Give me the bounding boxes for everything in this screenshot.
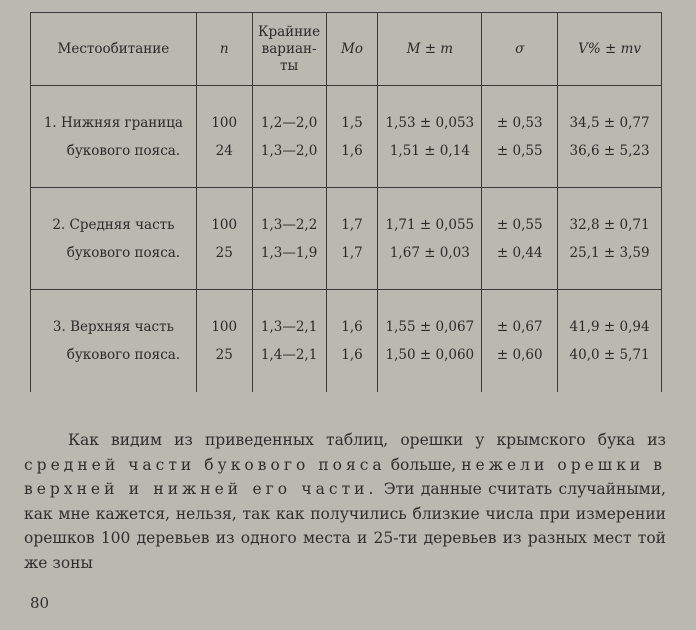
sigma-cell: ± 0,67 ± 0,60 — [482, 290, 558, 393]
page-number: 80 — [30, 594, 50, 612]
place-cell: 1. Нижняя граница букового пояса. — [31, 86, 197, 188]
mo-cell: 1,7 1,7 — [326, 188, 378, 290]
table-row — [31, 290, 662, 393]
header-mean: M ± m — [378, 13, 482, 86]
header-mo: Mo — [326, 13, 378, 86]
mean-cell: 1,53 ± 0,053 1,51 ± 0,14 — [378, 86, 482, 188]
cv-cell: 34,5 ± 0,77 36,6 ± 5,23 — [558, 86, 662, 188]
place-cell: 2. Средняя часть букового пояса. — [31, 188, 197, 290]
mean-cell: 1,71 ± 0,055 1,67 ± 0,03 — [378, 188, 482, 290]
mo-cell: 1,6 1,6 — [326, 290, 378, 393]
variants-cell: 1,2—2,0 1,3—2,0 — [252, 86, 326, 188]
header-cv: V% ± mv — [558, 13, 662, 86]
header-variants: Крайние вариан- ты — [252, 13, 326, 86]
body-paragraph: Как видим из приведенных таблиц, орешки у крымского бука из средней части букового пояса больше, нежели орешки в верхней и нижней его части. Эти данные считать случайными, как мне кажется, нельзя, так как получились близкие числа при измерении орешков 100 деревьев из одного места и 25-ти деревьев из разных мест той же зоны — [24, 431, 666, 572]
cv-cell: 32,8 ± 0,71 25,1 ± 3,59 — [558, 188, 662, 290]
sigma-cell: ± 0,53 ± 0,55 — [482, 86, 558, 188]
variants-cell: 1,3—2,2 1,3—1,9 — [252, 188, 326, 290]
n-cell: 100 25 — [196, 188, 252, 290]
header-place: Местообитание — [31, 13, 197, 86]
place-cell: 3. Верхняя часть букового пояса. — [31, 290, 197, 393]
measurement-table — [30, 12, 662, 392]
variants-cell: 1,3—2,1 1,4—2,1 — [252, 290, 326, 393]
mean-cell: 1,55 ± 0,067 1,50 ± 0,060 — [378, 290, 482, 393]
n-cell: 100 24 — [196, 86, 252, 188]
header-sigma: σ — [482, 13, 558, 86]
cv-cell: 41,9 ± 0,94 40,0 ± 5,71 — [558, 290, 662, 393]
sigma-cell: ± 0,55 ± 0,44 — [482, 188, 558, 290]
mo-cell: 1,5 1,6 — [326, 86, 378, 188]
table-row — [31, 188, 662, 290]
table-row — [31, 86, 662, 188]
n-cell: 100 25 — [196, 290, 252, 393]
table-header-row — [31, 13, 662, 86]
header-n: n — [196, 13, 252, 86]
